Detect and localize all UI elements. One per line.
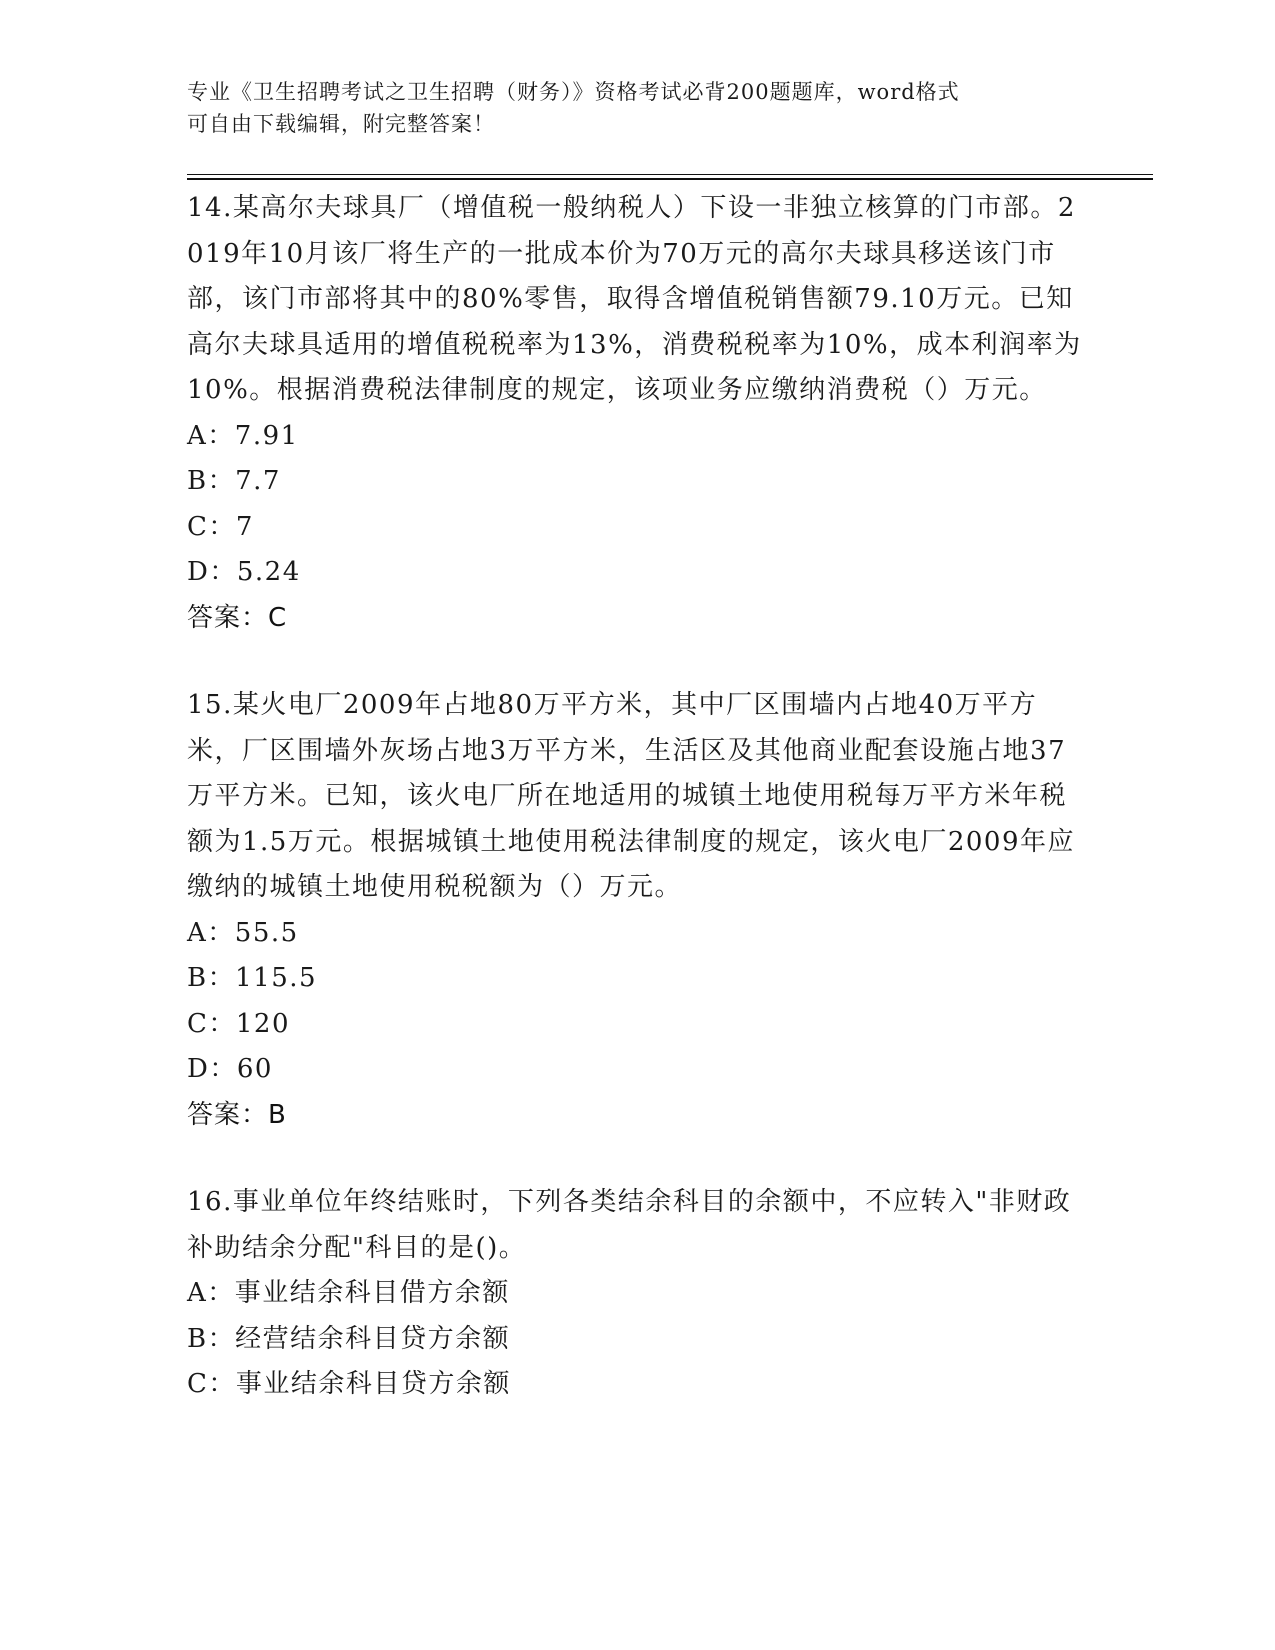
question-list — [187, 186, 1087, 1450]
option-c: C：7 — [187, 511, 254, 542]
question-stem: 15.某火电厂2009年占地80万平方米，其中厂区围墙内占地40万平方米，厂区围墙外灰场占地3万平方米，生活区及其他商业配套设施占地37万平方米。已知，该火电厂所在地适用的城镇土地使用税每万平方米年税额为1.5万元。根据城镇土地使用税法律制度的规定，该火电厂2009年应缴纳的城镇土地使用税税额为（）万元。 — [187, 690, 1076, 902]
answer-line: 答案：C — [187, 602, 288, 633]
document-header — [187, 76, 1087, 140]
option-a: A：事业结余科目借方余额 — [187, 1278, 510, 1308]
header-rule-thin — [187, 174, 1153, 175]
question-15 — [187, 683, 1087, 1138]
question-stem: 14.某高尔夫球具厂（增值税一般纳税人）下设一非独立核算的门市部。2019年10月该厂将生产的一批成本价为70万元的高尔夫球具移送该门市部，该门市部将其中的80%零售，取得含增值税销售额79.10万元。已知高尔夫球具适用的增值税税率为13%，消费税税率为10%，成本利润率为10%。根据消费税法律制度的规定，该项业务应缴纳消费税（）万元。 — [187, 193, 1082, 405]
header-line-1: 专业《卫生招聘考试之卫生招聘（财务）》资格考试必背200题题库，word格式 — [187, 80, 960, 104]
option-b: B：7.7 — [187, 466, 281, 496]
question-stem: 16.事业单位年终结账时，下列各类结余科目的余额中，不应转入"非财政补助结余分配"科目的是()。 — [187, 1187, 1072, 1263]
header-line-2: 可自由下载编辑，附完整答案！ — [187, 112, 495, 136]
question-16 — [187, 1180, 1087, 1408]
option-a: A：55.5 — [187, 917, 299, 948]
question-14 — [187, 186, 1087, 641]
option-d: D：60 — [187, 1054, 273, 1084]
option-a: A：7.91 — [187, 420, 299, 451]
option-c: C：事业结余科目贷方余额 — [187, 1369, 511, 1399]
option-d: D：5.24 — [187, 557, 301, 587]
option-b: B：115.5 — [187, 963, 318, 993]
option-b: B：经营结余科目贷方余额 — [187, 1323, 511, 1354]
header-rule-thick — [187, 178, 1153, 180]
option-c: C：120 — [187, 1008, 291, 1039]
answer-line: 答案：B — [187, 1099, 287, 1130]
